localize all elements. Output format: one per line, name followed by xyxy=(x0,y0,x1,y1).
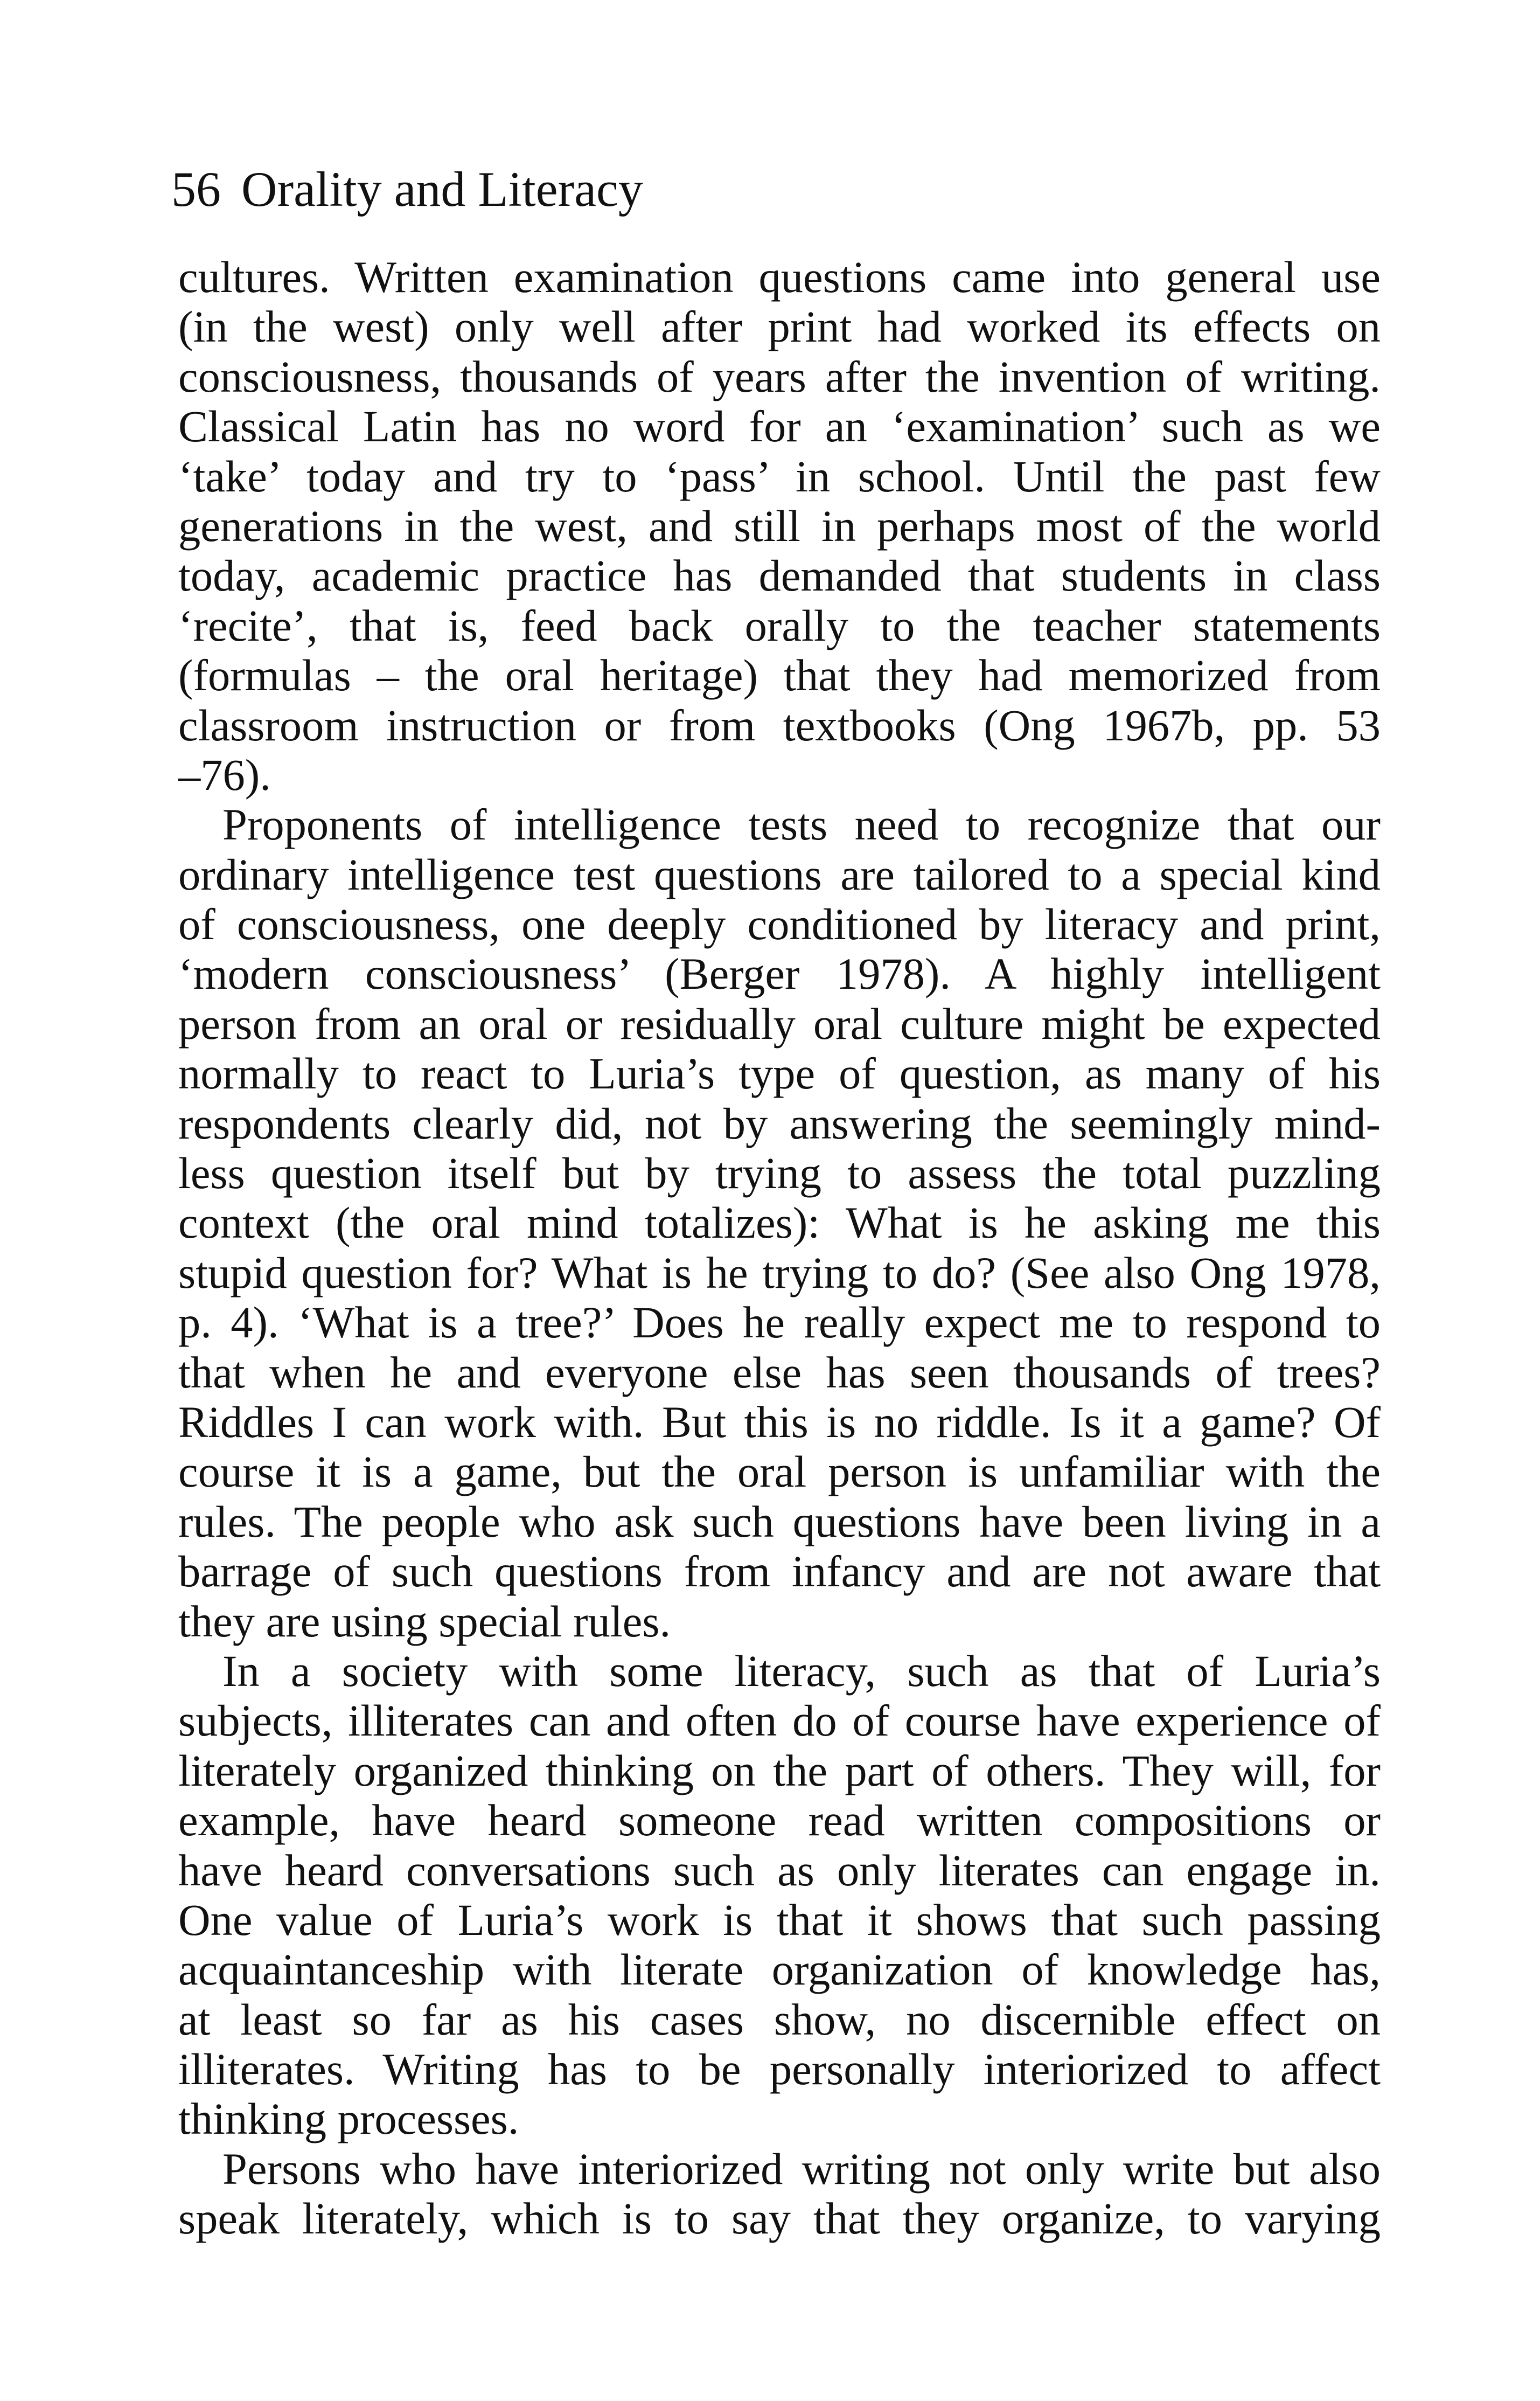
text-line: stupid question for? What is he trying to do? (See also Ong 1978, xyxy=(178,1247,1381,1297)
text-line: classroom instruction or from textbooks (Ong 1967b, pp. 53 xyxy=(178,700,1381,750)
paragraph xyxy=(178,252,1381,800)
text-line: ‘modern consciousness’ (Berger 1978). A highly intelligent xyxy=(178,949,1381,999)
text-line: acquaintanceship with literate organization of knowledge has, xyxy=(178,1945,1381,1995)
running-head xyxy=(171,159,643,219)
text-line: thinking processes. xyxy=(178,2094,519,2144)
text-line: person from an oral or residually oral culture might be expected xyxy=(178,998,1381,1049)
paragraph xyxy=(178,1646,1381,2144)
text-line: Riddles I can work with. But this is no riddle. Is it a game? Of xyxy=(178,1397,1381,1447)
text-line: barrage of such questions from infancy and are not aware that xyxy=(178,1546,1381,1597)
running-head-title: Orality and Literacy xyxy=(241,162,643,217)
text-line: course it is a game, but the oral person is unfamiliar with the xyxy=(178,1447,1381,1497)
text-line: One value of Luria’s work is that it shows that such passing xyxy=(178,1895,1381,1945)
text-line: that when he and everyone else has seen thousands of trees? xyxy=(178,1347,1381,1397)
text-line: have heard conversations such as only literates can engage in. xyxy=(178,1845,1381,1895)
text-line: consciousness, thousands of years after the invention of writing. xyxy=(178,351,1381,401)
text-line: rules. The people who ask such questions have been living in a xyxy=(178,1496,1381,1546)
text-line: illiterates. Writing has to be personally interiorized to affect xyxy=(178,2044,1381,2094)
body-text xyxy=(178,252,1381,2244)
text-line: p. 4). ‘What is a tree?’ Does he really expect me to respond to xyxy=(178,1297,1381,1348)
paragraph xyxy=(178,800,1381,1646)
text-line: respondents clearly did, not by answering the seemingly mind- xyxy=(178,1098,1381,1148)
text-line: at least so far as his cases show, no discernible effect on xyxy=(178,1994,1381,2044)
text-line: ‘take’ today and try to ‘pass’ in school. Until the past few xyxy=(178,451,1381,501)
text-line: less question itself but by trying to assess the total puzzling xyxy=(178,1148,1381,1198)
text-line: example, have heard someone read written compositions or xyxy=(178,1795,1381,1845)
text-line: generations in the west, and still in perhaps most of the world xyxy=(178,501,1381,551)
text-line: literately organized thinking on the part of others. They will, for xyxy=(178,1745,1381,1795)
page-number: 56 xyxy=(171,162,221,217)
text-line: ‘recite’, that is, feed back orally to the teacher statements xyxy=(178,600,1381,650)
text-line: –76). xyxy=(178,750,271,800)
text-line: context (the oral mind totalizes): What is he asking me this xyxy=(178,1198,1381,1248)
text-line: of consciousness, one deeply conditioned by literacy and print, xyxy=(178,899,1381,949)
text-line: In a society with some literacy, such as that of Luria’s xyxy=(222,1646,1381,1696)
text-line: Proponents of intelligence tests need to recognize that our xyxy=(222,800,1381,850)
text-line: speak literately, which is to say that they organize, to varying xyxy=(178,2194,1381,2244)
text-line: subjects, illiterates can and often do of course have experience of xyxy=(178,1696,1381,1746)
text-line: normally to react to Luria’s type of question, as many of his xyxy=(178,1049,1381,1099)
paragraph xyxy=(178,2144,1381,2244)
text-line: today, academic practice has demanded that students in class xyxy=(178,551,1381,601)
text-line: (in the west) only well after print had worked its effects on xyxy=(178,302,1381,352)
text-line: they are using special rules. xyxy=(178,1596,671,1646)
text-line: (formulas – the oral heritage) that they had memorized from xyxy=(178,650,1381,700)
text-line: Persons who have interiorized writing not only write but also xyxy=(222,2143,1381,2194)
text-line: ordinary intelligence test questions are tailored to a special kind xyxy=(178,849,1381,899)
text-line: cultures. Written examination questions came into general use xyxy=(178,252,1381,302)
text-line: Classical Latin has no word for an ‘examination’ such as we xyxy=(178,401,1381,452)
